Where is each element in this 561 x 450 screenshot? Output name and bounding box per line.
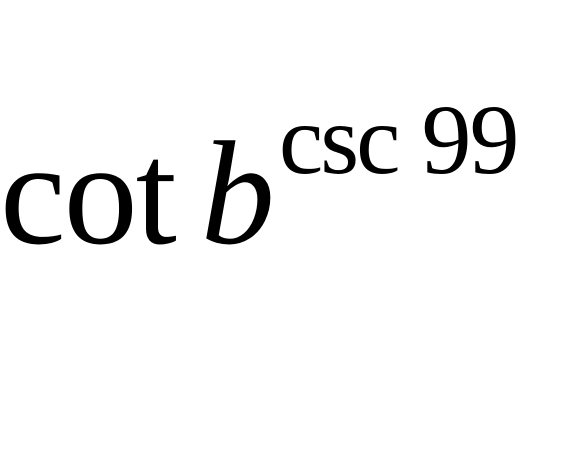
exponent-argument: 99 (421, 84, 518, 195)
exponent (278, 84, 518, 195)
exponent-function-csc: csc (278, 84, 398, 195)
function-cot: cot (0, 112, 175, 276)
math-expression (0, 84, 518, 276)
variable-base: b (200, 112, 275, 276)
